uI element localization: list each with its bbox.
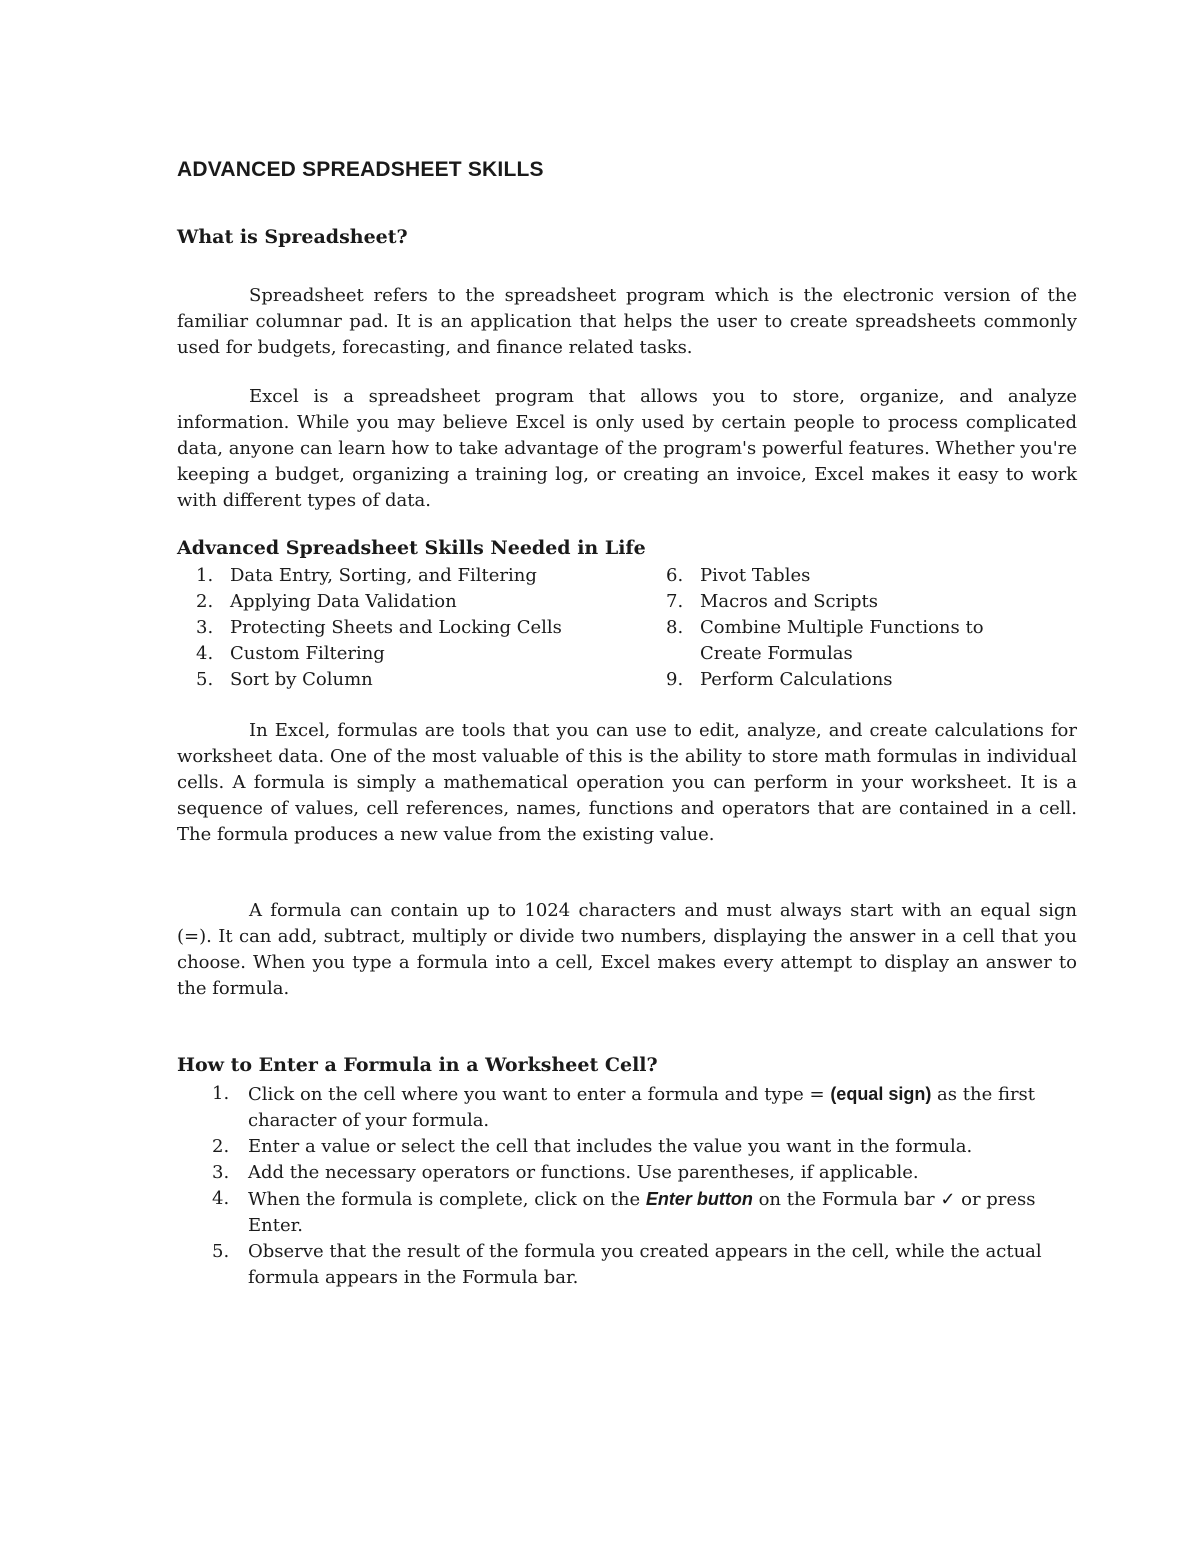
paragraph: Excel is a spreadsheet program that allows you to store, organize, and analyze information. While you may believe Excel is only used by certain people to process complicated data, anyone can learn how to take advantage of the program's powerful features. Whether you're keeping a budget, organizing a training log, or creating an invoice, Excel makes it easy to work with different types of data. bbox=[177, 386, 1077, 511]
section-heading-skills-needed: Advanced Spreadsheet Skills Needed in Life bbox=[177, 537, 646, 559]
list-item bbox=[212, 1081, 1067, 1134]
formula-steps-list bbox=[212, 1081, 1067, 1291]
step-text: When the formula is complete, click on the bbox=[248, 1189, 646, 1210]
formulas-paragraph-1 bbox=[177, 718, 1077, 848]
list-item bbox=[666, 563, 1066, 589]
step-text: Click on the cell where you want to enter a formula and type = bbox=[248, 1084, 831, 1105]
list-item bbox=[196, 615, 666, 641]
formulas-paragraph-2 bbox=[177, 898, 1077, 1002]
step-text: on the Formula bar ✓ or press Enter. bbox=[248, 1189, 1036, 1236]
list-item-text: Data Entry, Sorting, and Filtering bbox=[230, 565, 537, 586]
list-item bbox=[196, 563, 666, 589]
list-item-text: Perform Calculations bbox=[700, 669, 893, 690]
list-item-text bbox=[248, 1239, 1067, 1291]
paragraph: In Excel, formulas are tools that you can use to edit, analyze, and create calculations for worksheet data. One of the most valuable of this is the ability to store math formulas in individual cells. A formula is simply a mathematical operation you can perform in your worksheet. It is a sequence of values, cell references, names, functions and operators that are contained in a cell. The formula produces a new value from the existing value. bbox=[177, 720, 1077, 845]
list-item-text: Pivot Tables bbox=[700, 565, 811, 586]
paragraph: Spreadsheet refers to the spreadsheet program which is the electronic version of the familiar columnar pad. It is an application that helps the user to create spreadsheets commonly used for budgets, forecasting, and finance related tasks. bbox=[177, 285, 1077, 358]
list-item-text: Custom Filtering bbox=[230, 643, 385, 664]
list-item-text bbox=[248, 1186, 1067, 1239]
list-item bbox=[196, 667, 666, 693]
step-bold-text: Enter button bbox=[645, 1189, 753, 1209]
list-item bbox=[666, 667, 1066, 693]
list-item bbox=[212, 1239, 1067, 1291]
step-text: as the first character of your formula. bbox=[248, 1084, 1036, 1131]
list-item-text: Macros and Scripts bbox=[700, 591, 878, 612]
paragraph: A formula can contain up to 1024 characters and must always start with an equal sign (=). It can add, subtract, multiply or divide two numbers, displaying the answer in a cell that you choose. When you type a formula into a cell, Excel makes every attempt to display an answer to the formula. bbox=[177, 900, 1077, 999]
list-number: 3. bbox=[212, 1162, 230, 1183]
document-title: ADVANCED SPREADSHEET SKILLS bbox=[177, 158, 544, 181]
list-item-text: Applying Data Validation bbox=[230, 591, 457, 612]
list-item bbox=[196, 589, 666, 615]
list-number: 9. bbox=[666, 669, 684, 690]
section-heading-what-is-spreadsheet: What is Spreadsheet? bbox=[177, 226, 408, 248]
list-number: 6. bbox=[666, 565, 684, 586]
list-item bbox=[212, 1186, 1067, 1239]
list-item bbox=[212, 1160, 1067, 1186]
list-item-text bbox=[248, 1081, 1067, 1134]
step-text: Enter a value or select the cell that includes the value you want in the formula. bbox=[248, 1136, 973, 1157]
list-number: 1. bbox=[196, 565, 214, 586]
list-item bbox=[212, 1134, 1067, 1160]
list-number: 2. bbox=[212, 1136, 230, 1157]
list-number: 1. bbox=[212, 1083, 230, 1104]
list-item-text: Protecting Sheets and Locking Cells bbox=[230, 617, 562, 638]
list-item bbox=[196, 641, 666, 667]
skills-list-right-column bbox=[666, 563, 1066, 693]
intro-paragraph-2 bbox=[177, 384, 1077, 514]
list-number: 8. bbox=[666, 617, 684, 638]
list-number: 5. bbox=[196, 669, 214, 690]
list-number: 2. bbox=[196, 591, 214, 612]
intro-paragraph-1 bbox=[177, 283, 1077, 361]
list-number: 7. bbox=[666, 591, 684, 612]
list-item-text: Sort by Column bbox=[230, 669, 373, 690]
list-number: 4. bbox=[212, 1188, 230, 1209]
step-bold-text: (equal sign) bbox=[830, 1084, 932, 1104]
list-number: 3. bbox=[196, 617, 214, 638]
list-number: 4. bbox=[196, 643, 214, 664]
list-item bbox=[666, 615, 1066, 667]
section-heading-enter-formula: How to Enter a Formula in a Worksheet Cell? bbox=[177, 1054, 658, 1076]
skills-list bbox=[196, 563, 1066, 693]
list-item-text bbox=[248, 1134, 972, 1160]
list-item bbox=[666, 589, 1066, 615]
list-item-text bbox=[248, 1160, 919, 1186]
skills-list-left-column bbox=[196, 563, 666, 693]
list-item-text: Combine Multiple Functions to Create Formulas bbox=[700, 617, 984, 664]
step-text: Observe that the result of the formula you created appears in the cell, while the actual formula appears in the Formula bar. bbox=[248, 1241, 1042, 1288]
list-number: 5. bbox=[212, 1241, 230, 1262]
step-text: Add the necessary operators or functions. Use parentheses, if applicable. bbox=[248, 1162, 919, 1183]
